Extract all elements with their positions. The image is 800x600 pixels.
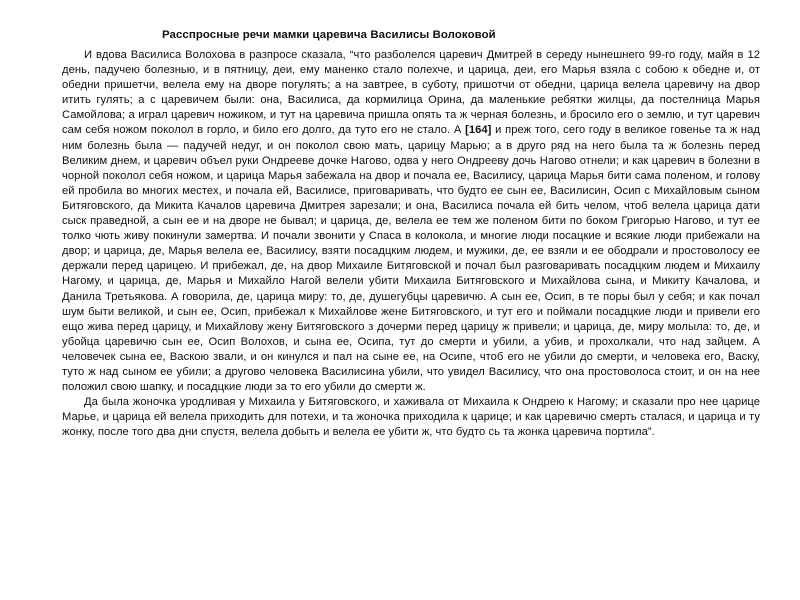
paragraph-text: И вдова Василиса Волохова в разпросе сказала, “что разболелся царевич Дмитрей в середу нынешнего 99-го году, майя в 12 день, падучею болезнью, и в пятницу, деи, ему маненко стало полехче, и царица, деи, его Марья взяла с собою к обедне и, от обедни пришетчи, велела ему на дворе погулять; а на завтрее, в суботу, пришотчи от обедни, царица велела царевичу на двор итить гулять; а с царевичем были: она, Василиса, да кормилица Орина, да маленькие ребятки жилцы, да постелница Марья Самойлова; а играл царевич ножиком, и тут на царевича пришла опять та ж черная болезнь, и бросило его о землю, и тут царевич сам себя ножом поколол в горло, и било его долго, да туто его не стало. А	[62, 49, 760, 137]
document-title: Расспросные речи мамки царевича Василисы Волоковой	[162, 29, 496, 41]
page-reference: [164]	[465, 124, 492, 137]
paragraph	[62, 48, 760, 395]
paragraph: Да была жоночка уродливая у Михаила у Битяговского, и хаживала от Михаила к Ондрею к Нагому; и сказали про нее царице Марье, и царица ей велела приходить для потехи, и та жоночка приходила к царице; и как царевичю смерть сталася, и царица и ту жонку, после того два дни спустя, велела добыть и велела ее убити ж, что будто сь та жонка царевича портила”.	[62, 396, 760, 439]
paragraph-text: и преж того, сего году в великое говенье та ж над ним болезнь была — падучей недуг, и он поколол свою мать, царицу Марью; а в друго ряд на него была та ж болезнь перед Великим днем, и царевич объел руки Ондрееве дочке Нагово, одва у него Ондрееву дочь Нагово отнели; и как царевич в болезни в чорной поколол себя ножом, и царица Марья забежала на двор и почала ее, Василису, царица Марья бити сама поленом, и голову ей пробила во многих местех, и почала ей, Василисе, приговаривать, что будто ее сын ее, Василисин, Осип с Михайловым сыном Битяговского, да Микита Качалов царевича Дмитрея зарезали; и она, Василиса почала ей бить челом, чтоб велела царица дати сыск праведной, а сын ее и на дворе не бывал; и царица, де, велела ее тем же поленом бити по боком Григорью Нагово, и тут ее толко чють живу покинули замертва. И почали звонити у Спаса в колокола, и многие люди посацкие и всякие люди прибежали на двор; и царица, де, Марья велела ее, Василису, взяти посадцким людем, и мужики, де, ее взяли и ее ободрали и простоволосу ее держали перед царицею. И прибежал, де, на двор Михаиле Битяговской и почал был разговаривать посадцким людем и Михаилу Нагому, и царица, де, Марья и Михайло Нагой велели убити Михаила Битяговского и Михайлова сына, и Микиту Качалова, и Данила Третьякова. А говорила, де, царица миру: то, де, душегубцы царевичю. А сын ее, Осип, в те поры был у себя; и как почал шум быти великой, и сын ее, Осип, прибежал к Михайлове жене Битяговского, и тут его и поймали посадцкие люди и привели его ещо жива перед царицу, и Михайлову жену Битяговского з дочерми перед царицу ж привели; и царица, де, миру молыла: то, де, и убойца царевичю сын ее, Осип Волохов, и сына ее, Осипа, тут до смерти и убили, а убив, и прохолкали, что над зайцем. А человечек сына ее, Васкою звали, и он кинулся и пал на сыне ее, на Осипе, чтоб его не убили до смерти, и человека его, Васку, туто ж над сыном ее убили; а другово человека Василисина убили, что увидел Василису, что она простоволоса стоит, и он на нее положил свою шапку, и посадцкие люди за то его убили до смерти ж.	[62, 124, 760, 394]
document-page	[62, 28, 760, 440]
